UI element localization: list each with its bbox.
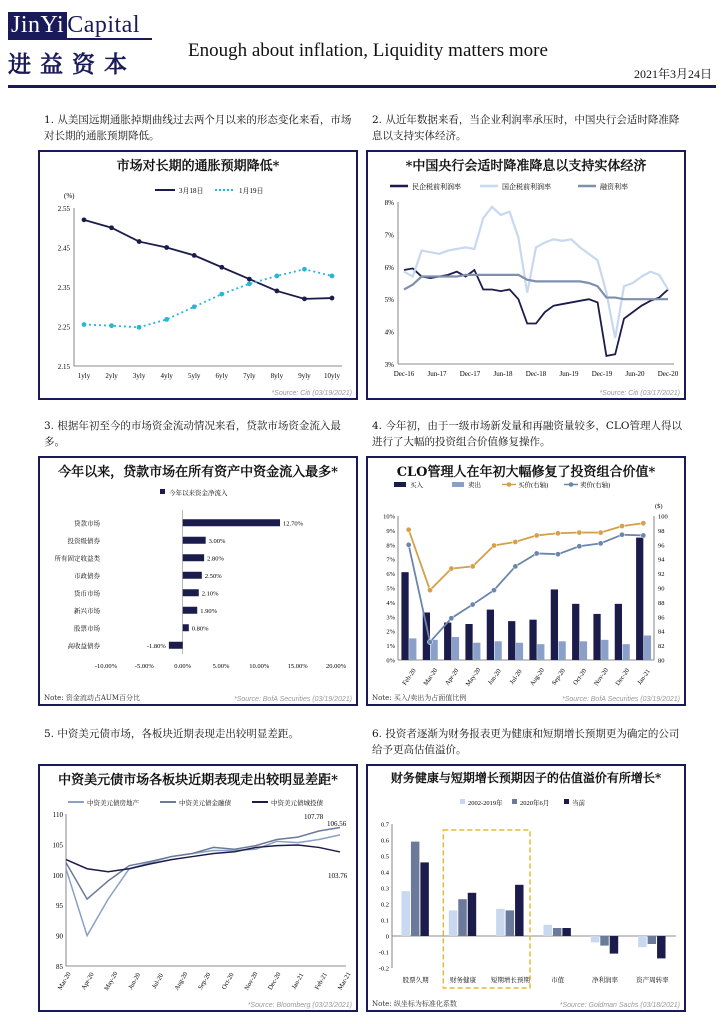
chart-source: *Source: Citi (03/17/2021) <box>599 390 680 397</box>
bar <box>610 936 618 954</box>
data-label: 3.00% <box>208 537 226 545</box>
y-tick-label: 0.7 <box>380 821 389 829</box>
y-tick-label: 3% <box>384 361 394 369</box>
panel-fund-flows <box>38 456 358 706</box>
legend-label: 中资美元债城投债 <box>271 800 323 807</box>
x-tick-label: Jun-17 <box>427 370 447 378</box>
y-tick-label: 2.45 <box>57 244 70 253</box>
chart-title: CLO管理人在年初大幅修复了投资组合价值* <box>396 465 656 480</box>
y-tick-label: 6% <box>386 571 395 579</box>
caption-5: 5. 中资美元债市场，各板块近期表现走出较明显差距。 <box>44 728 299 740</box>
bar <box>615 604 622 660</box>
y-tick-label: 90 <box>658 585 665 593</box>
bar <box>562 928 570 936</box>
y-tick-label: 92 <box>658 571 665 579</box>
data-label: 12.70% <box>283 520 304 528</box>
x-tick-label: -10.00% <box>94 663 118 670</box>
x-tick-label: 0.00% <box>174 663 192 670</box>
x-tick-label: 净利润率 <box>592 977 618 984</box>
data-point <box>330 274 335 279</box>
bar <box>553 928 561 936</box>
legend-label: 2002-2019年 <box>468 800 503 807</box>
bar <box>543 925 551 936</box>
y-tick-label: 所有固定收益类 <box>54 555 100 563</box>
data-label: 2.10% <box>201 590 219 598</box>
y-tick-label: 0.4 <box>380 869 389 877</box>
data-label: 1.90% <box>200 607 218 615</box>
bar <box>495 641 502 660</box>
legend-label: 民企税前利润率 <box>412 183 461 191</box>
x-tick-label: Nov-20 <box>243 970 260 992</box>
data-point <box>192 304 197 309</box>
x-tick-label: Jul-20 <box>508 668 524 686</box>
y-tick-label: 0.5 <box>380 853 389 861</box>
data-point <box>577 544 582 549</box>
y-tick-label: 0.1 <box>380 917 389 925</box>
bar <box>409 638 416 660</box>
series-line <box>84 220 332 299</box>
x-tick-label: Jan-21 <box>636 668 652 687</box>
y-tick-label: 5% <box>384 296 394 305</box>
x-tick-label: Jun-20 <box>127 971 143 991</box>
bar <box>506 910 514 936</box>
legend-label: 2020年6月 <box>520 800 550 807</box>
y-tick-label: 货币市场 <box>74 590 100 598</box>
bar <box>537 644 544 660</box>
y-tick-label: 95 <box>56 902 63 911</box>
y-tick-label: 3% <box>386 614 395 622</box>
y-tick-label: 9% <box>386 527 395 535</box>
x-tick-label: Apr-20 <box>80 971 96 992</box>
caption-1: 1. 从美国远期通胀掉期曲线过去两个月以来的形态变化来看，市场对长期的通胀预期降低。 <box>44 114 352 142</box>
y-tick-label: 7% <box>384 231 394 240</box>
bar <box>657 936 665 958</box>
chart-fund-flows <box>40 476 356 696</box>
data-point <box>302 296 307 301</box>
x-tick-label: 5yly <box>187 372 201 380</box>
chart-source: *Source: BofA Securities (03/19/2021) <box>561 696 680 703</box>
y-tick-label: 86 <box>658 614 665 622</box>
chart-source: *Source: Goldman Sachs (03/18/2021) <box>559 1002 680 1009</box>
y-tick-label: 投资级债券 <box>67 537 100 545</box>
y-tick-label: 80 <box>658 657 665 665</box>
y-tick-label: 0.6 <box>380 837 389 845</box>
legend-label: 买价(右轴) <box>518 482 549 489</box>
data-point <box>598 541 603 546</box>
legend-label: 买入 <box>410 482 423 489</box>
x-tick-label: Dec-18 <box>525 370 547 378</box>
x-tick-label: 资产周转率 <box>636 977 669 984</box>
x-tick-label: 财务健康 <box>450 977 476 984</box>
y-tick-label: 6% <box>384 263 394 272</box>
bar <box>401 891 409 936</box>
bar <box>559 641 566 660</box>
x-tick-label: 15.00% <box>287 663 308 670</box>
legend-swatch <box>512 799 517 804</box>
x-tick-label: Dec-19 <box>591 370 613 378</box>
data-point <box>470 564 475 569</box>
data-point <box>164 317 169 322</box>
legend-label: 1月19日 <box>239 187 264 195</box>
chart-pboc <box>368 168 684 398</box>
x-tick-label: Jun-18 <box>493 370 513 378</box>
y-tick-label: 110 <box>52 811 63 819</box>
chart-source: *Source: Bloomberg (03/23/2021) <box>247 1002 352 1009</box>
data-point <box>109 225 114 230</box>
x-tick-label: 4yly <box>160 372 173 380</box>
bar <box>551 589 558 660</box>
chart-note: Note: 资金流动占AUM百分比 <box>44 694 141 702</box>
y-tick-label: 2.25 <box>57 323 70 332</box>
bar <box>515 885 523 936</box>
chart-title: 中资美元债市场各板块近期表现走出较明显差距* <box>58 773 338 788</box>
data-point <box>555 552 560 557</box>
y-tick-label: 2% <box>386 628 395 636</box>
x-tick-label: 8yly <box>270 372 284 380</box>
y-tick-label: 90 <box>56 932 63 941</box>
y-tick-label: 4% <box>384 328 394 337</box>
bar <box>593 614 600 660</box>
data-point <box>406 527 411 532</box>
x-tick-label: May-20 <box>464 666 483 688</box>
chart-title: *中国央行会适时降准降息以支持实体经济 <box>405 159 647 174</box>
end-value-label: 107.78 <box>304 813 324 821</box>
series-line <box>409 523 644 590</box>
y-tick-label: 105 <box>52 841 63 850</box>
x-tick-label: Oct-20 <box>572 667 589 687</box>
data-point <box>427 639 432 644</box>
chart-source: *Source: Citi (03/19/2021) <box>271 390 352 397</box>
y-tick-label: -0.1 <box>378 949 389 957</box>
bar <box>601 640 608 660</box>
y-tick-label: 100 <box>658 513 668 521</box>
logo-capital: Capital <box>67 12 141 38</box>
panel-factor-premium <box>366 764 686 1012</box>
data-point <box>449 616 454 621</box>
caption-6: 6. 投资者逐渐为财务报表更为健康和短期增长预期更为确定的公司给予更高估值溢价。 <box>372 728 680 756</box>
x-tick-label: Mar-21 <box>336 971 353 992</box>
legend-label: 中资美元债金融债 <box>179 800 231 807</box>
data-label: 2.50% <box>204 572 222 580</box>
x-tick-label: Mar-20 <box>56 971 73 992</box>
data-point <box>274 274 279 279</box>
data-point <box>137 239 142 244</box>
data-point <box>491 588 496 593</box>
series-line <box>66 827 340 899</box>
x-tick-label: Sep-20 <box>550 667 567 687</box>
data-point <box>619 523 624 528</box>
bar <box>591 936 599 942</box>
bar <box>487 610 494 660</box>
legend-label: 卖出 <box>468 482 481 489</box>
x-tick-label: 1yly <box>77 372 91 380</box>
y-tick-label: 100 <box>52 871 63 880</box>
y-tick-label: 0 <box>385 933 389 941</box>
x-tick-label: 3yly <box>132 372 146 380</box>
legend-marker <box>507 482 512 487</box>
bar <box>468 893 476 936</box>
x-tick-label: 10yly <box>324 372 340 380</box>
end-value-label: 103.76 <box>328 872 348 880</box>
y-tick-label: 市政债券 <box>74 572 100 580</box>
bar <box>465 624 472 660</box>
panel-inflation-swap <box>38 150 358 400</box>
data-point <box>302 267 307 272</box>
y-tick-label: 85 <box>56 963 63 971</box>
legend-label: 卖价(右轴) <box>580 482 611 489</box>
y-tick-label: 8% <box>386 542 395 550</box>
y-tick-label: 2.15 <box>57 363 70 371</box>
bar <box>183 624 189 631</box>
y-tick-label: 股票市场 <box>74 625 100 633</box>
y-tick-label: 96 <box>658 542 665 550</box>
data-point <box>641 521 646 526</box>
x-tick-label: Jun-20 <box>486 667 503 687</box>
bar <box>529 620 536 660</box>
data-point <box>555 531 560 536</box>
bar <box>516 643 523 660</box>
legend-label: 中资美元债房地产 <box>87 800 139 807</box>
chart-clo <box>368 476 684 696</box>
x-tick-label: Dec-17 <box>459 370 481 378</box>
data-point <box>406 542 411 547</box>
y-tick-label: 高收益债券 <box>67 642 100 650</box>
data-point <box>219 292 224 297</box>
legend-swatch <box>160 489 165 494</box>
legend-swatch <box>564 799 569 804</box>
caption-3: 3. 根据年初至今的市场资金流动情况来看，贷款市场资金流入最多。 <box>44 420 341 448</box>
y-tick-label: 0.3 <box>380 885 389 893</box>
data-point <box>274 289 279 294</box>
chart-factor-premium <box>368 782 684 1000</box>
x-tick-label: 6yly <box>215 372 229 380</box>
bar <box>183 589 199 596</box>
data-point <box>449 566 454 571</box>
right-axis-unit: ($) <box>655 503 663 510</box>
bar <box>183 537 206 544</box>
x-tick-label: Dec-20 <box>657 370 679 378</box>
data-point <box>82 322 87 327</box>
bar <box>644 636 651 660</box>
y-tick-label: 88 <box>658 599 665 607</box>
data-point <box>641 533 646 538</box>
data-point <box>513 564 518 569</box>
chart-source: *Source: BofA Securities (03/19/2021) <box>233 696 352 703</box>
x-tick-label: 10.00% <box>249 663 270 670</box>
header-divider <box>8 85 716 88</box>
logo-chinese: 进益资本 <box>8 51 136 78</box>
x-tick-label: Sep-20 <box>197 971 213 991</box>
chart-note: Note: 买入/卖出为占面值比例 <box>372 694 467 702</box>
x-tick-label: 5.00% <box>212 663 230 670</box>
y-tick-label: 2.35 <box>57 284 70 292</box>
chart-usd-bonds <box>40 782 356 1004</box>
legend-label: 今年以来资金净流入 <box>169 490 228 497</box>
y-tick-label: 4% <box>386 599 395 607</box>
x-tick-label: 短期增长预期 <box>490 977 530 984</box>
x-tick-label: Dec-20 <box>614 667 632 687</box>
x-tick-label: Nov-20 <box>592 666 611 688</box>
bar <box>638 936 646 947</box>
bar <box>496 909 504 936</box>
bar <box>183 607 198 614</box>
x-tick-label: Feb-20 <box>401 667 418 687</box>
report-date: 2021年3月24日 <box>633 67 712 81</box>
y-tick-label: 7% <box>386 556 395 564</box>
bar <box>401 572 408 660</box>
y-tick-label: 94 <box>658 556 665 564</box>
x-tick-label: Dec-16 <box>393 370 415 378</box>
x-tick-label: Apr-20 <box>443 667 461 687</box>
caption-4: 4. 今年初，由于一级市场新发量和再融资量较多，CLO管理人得以进行了大幅的投资组合价值修复操作。 <box>372 420 682 448</box>
x-tick-label: Jun-20 <box>625 370 645 378</box>
y-tick-label: 0.2 <box>380 901 389 909</box>
logo-jinyi: JinYi <box>8 12 67 38</box>
panel-pboc <box>366 150 686 400</box>
y-tick-label: 新兴市场 <box>74 607 100 615</box>
panel-clo <box>366 456 686 706</box>
page-title: Enough about inflation, Liquidity matters more <box>188 40 548 61</box>
y-tick-label: 5% <box>386 585 395 593</box>
x-tick-label: 2yly <box>105 372 118 380</box>
bar <box>473 643 480 660</box>
y-tick-label: 0% <box>386 657 395 665</box>
series-line <box>409 535 644 642</box>
y-tick-label: 98 <box>658 527 665 535</box>
x-tick-label: Dec-20 <box>266 971 283 992</box>
bar <box>183 572 202 579</box>
x-tick-label: Jul-20 <box>150 972 166 991</box>
x-tick-label: 7yly <box>243 372 256 380</box>
panel-usd-bonds <box>38 764 358 1012</box>
chart-title: 财务健康与短期增长预期因子的估值溢价有所增长* <box>390 771 662 785</box>
legend-label: 3月18日 <box>179 187 204 195</box>
bar <box>648 936 656 944</box>
x-tick-label: 9yly <box>298 372 311 380</box>
y-tick-label: 10% <box>383 513 395 521</box>
series-line <box>404 207 668 338</box>
series-line <box>404 275 668 299</box>
data-point <box>247 281 252 286</box>
data-label: 2.80% <box>207 555 224 563</box>
legend-label: 融资利率 <box>600 183 628 191</box>
bar <box>411 842 419 936</box>
y-tick-label: 1% <box>386 643 395 651</box>
y-tick-label: 84 <box>658 628 665 636</box>
data-point <box>534 533 539 538</box>
bar <box>636 538 643 660</box>
bar <box>508 621 515 660</box>
bar <box>420 862 428 936</box>
y-tick-label: -0.2 <box>378 965 389 973</box>
data-point <box>219 265 224 270</box>
series-line <box>66 845 340 872</box>
series-line <box>84 269 332 327</box>
bar <box>169 642 183 649</box>
y-tick-label: 8% <box>384 199 394 207</box>
x-tick-label: Mar-20 <box>422 667 440 688</box>
bar <box>580 641 587 660</box>
x-tick-label: 20.00% <box>325 663 347 670</box>
data-point <box>109 323 114 328</box>
x-tick-label: -5.00% <box>134 663 154 670</box>
data-point <box>577 530 582 535</box>
x-tick-label: Jun-19 <box>559 370 579 378</box>
bar <box>444 623 451 660</box>
data-point <box>491 543 496 548</box>
data-point <box>534 551 539 556</box>
y-tick-label: 2.55 <box>57 205 70 213</box>
y-tick-label: 贷款市场 <box>74 520 100 528</box>
x-tick-label: Feb-21 <box>313 971 330 991</box>
bar <box>183 554 204 561</box>
x-tick-label: Jan-21 <box>290 971 306 991</box>
data-point <box>247 277 252 282</box>
chart-inflation-swap <box>40 168 356 398</box>
legend-label: 国企税前利润率 <box>502 183 551 191</box>
legend-swatch <box>460 799 465 804</box>
data-point <box>619 532 624 537</box>
data-label: -1.80% <box>146 642 166 650</box>
chart-title: 今年以来，贷款市场在所有资产中资金流入最多* <box>58 465 338 480</box>
bar <box>183 519 280 526</box>
x-tick-label: Aug-20 <box>528 666 547 688</box>
x-tick-label: 股票久期 <box>402 977 429 984</box>
chart-title: 市场对长期的通胀预期降低* <box>116 159 280 174</box>
data-point <box>470 602 475 607</box>
bar <box>623 644 630 660</box>
y-axis-label: (%) <box>64 192 75 200</box>
data-point <box>164 245 169 250</box>
legend-swatch <box>452 482 464 487</box>
logo <box>8 10 152 40</box>
x-tick-label: Aug-20 <box>173 970 190 992</box>
end-value-label: 106.56 <box>327 820 347 828</box>
data-point <box>427 588 432 593</box>
data-point <box>192 253 197 258</box>
x-tick-label: Oct-20 <box>220 971 236 991</box>
legend-swatch <box>394 482 406 487</box>
bar <box>600 936 608 946</box>
chart-note: Note: 纵坐标为标准化系数 <box>372 1000 457 1008</box>
data-point <box>513 539 518 544</box>
data-label: 0.80% <box>191 625 209 633</box>
data-point <box>598 530 603 535</box>
data-point <box>137 325 142 330</box>
legend-label: 当前 <box>572 800 585 807</box>
bar <box>572 604 579 660</box>
y-tick-label: 82 <box>658 643 665 651</box>
legend-marker <box>569 482 574 487</box>
caption-2: 2. 从近年数据来看，当企业利润率承压时，中国央行会适时降准降息以支持实体经济。 <box>372 114 680 142</box>
bar <box>452 637 459 660</box>
bar <box>458 899 466 936</box>
x-tick-label: 市值 <box>551 977 565 984</box>
data-point <box>330 296 335 301</box>
x-tick-label: May-20 <box>103 970 120 992</box>
bar <box>449 910 457 936</box>
data-point <box>82 217 87 222</box>
